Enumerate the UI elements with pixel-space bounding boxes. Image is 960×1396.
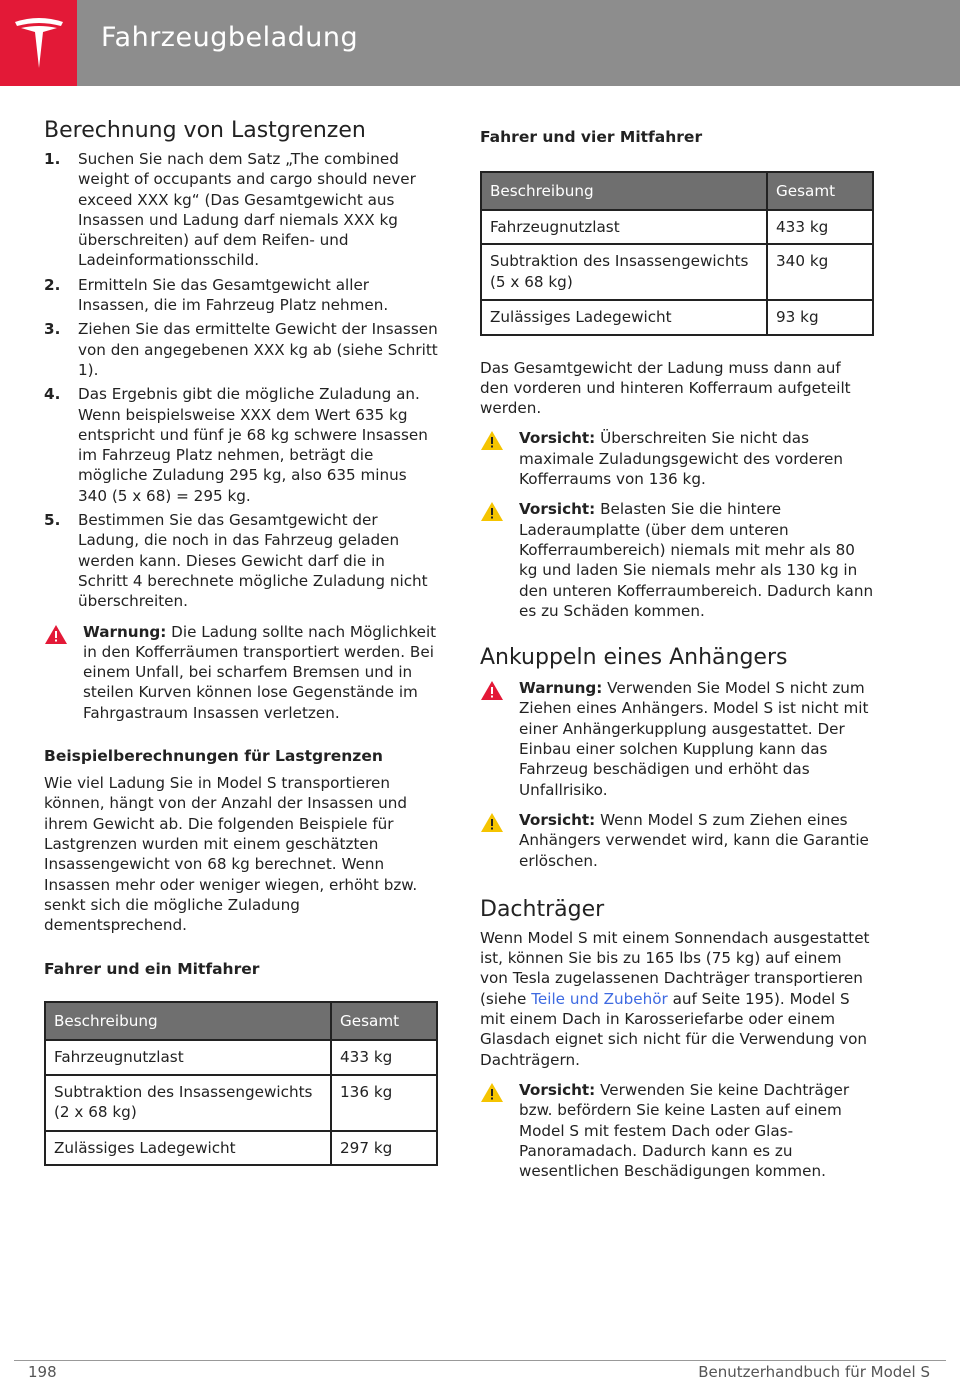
load-table-driver-one-passenger	[44, 1001, 438, 1166]
caution-triangle-icon	[480, 501, 504, 522]
manual-title: Benutzerhandbuch für Model S	[698, 1363, 930, 1381]
column-header-description: Beschreibung	[481, 172, 767, 210]
table-row: Subtraktion des Insassengewichts (2 x 68 kg) 136 kg	[45, 1075, 437, 1131]
after-table-text: Das Gesamtgewicht der Ladung muss dann auf den vorderen und hinteren Kofferraum aufgeteilt werden.	[480, 358, 851, 418]
footer-divider	[14, 1360, 946, 1361]
parts-accessories-link[interactable]: Teile und Zubehör	[531, 989, 668, 1008]
column-header-description: Beschreibung	[45, 1002, 331, 1040]
steps-list	[44, 149, 438, 612]
table-row: Zulässiges Ladegewicht 93 kg	[481, 300, 873, 334]
list-item: 1. Suchen Sie nach dem Satz „The combined weight of occupants and cargo should never exceed XXX kg“ (Das Gesamtgewicht aus Insassen und Ladung darf niemals XXX kg überschreiten) auf dem Reifen- und Ladeinformationsschild.	[44, 150, 416, 270]
tesla-logo	[0, 0, 77, 86]
left-column	[44, 118, 438, 1166]
page-title: Fahrzeugbeladung	[101, 22, 359, 53]
page-number: 198	[28, 1363, 57, 1381]
warning-notice: Warnung: Die Ladung sollte nach Möglichkeit in den Kofferräumen transportiert werden. Bei einem Unfall, bei scharfem Bremsen und in steilen Kurven können lose Gegenstände im Fahrgastraum Insassen verletzen.	[44, 622, 438, 723]
caution-notice: Vorsicht: Wenn Model S zum Ziehen eines Anhängers verwendet wird, kann die Garantie erlöschen.	[480, 810, 874, 871]
caution-triangle-icon	[480, 430, 504, 451]
table1-heading: Fahrer und ein Mitfahrer	[44, 960, 260, 979]
warning-notice: Warnung: Verwenden Sie Model S nicht zum Ziehen eines Anhängers. Model S ist nicht mit einer Anhängerkupplung ausgestattet. Der Einbau einer solchen Kupplung kann das Fahrzeug beschädigen und erhöht das Unfallrisiko.	[480, 678, 874, 800]
section-heading-roof-rack: Dachträger	[480, 896, 605, 922]
section-heading-trailer: Ankuppeln eines Anhängers	[480, 645, 788, 671]
caution-triangle-icon	[480, 1082, 504, 1103]
warning-triangle-icon	[44, 624, 68, 645]
caution-notice: Vorsicht: Belasten Sie die hintere Laderaumplatte (über dem unteren Kofferraumbereich) niemals mit mehr als 80 kg und laden Sie niemals mehr als 130 kg in den unteren Kofferraumbereich. Dadurch kann es zu Schäden kommen.	[480, 499, 874, 621]
list-item: 3. Ziehen Sie das ermittelte Gewicht der Insassen von den angegebenen XXX kg ab (siehe Schritt 1).	[44, 320, 438, 379]
warning-triangle-icon	[480, 680, 504, 701]
table-header-row	[481, 172, 873, 210]
roof-text: Wenn Model S mit einem Sonnendach ausgestattet ist, können Sie bis zu 165 lbs (75 kg) auf einem von Tesla zugelassenen Dachträger transportieren (siehe Teile und Zubehör auf Seite 195). Model S mit einem Dach in Karosseriefarbe oder einem Glasdach eignet sich nicht für die Verwendung von Dachträgern.	[480, 928, 870, 1069]
table-row: Fahrzeugnutzlast 433 kg	[45, 1040, 437, 1074]
column-header-total: Gesamt	[767, 172, 873, 210]
table-header-row	[45, 1002, 437, 1040]
page-header	[0, 0, 960, 86]
examples-heading: Beispielberechnungen für Lastgrenzen	[44, 747, 383, 766]
right-column	[480, 128, 874, 1181]
load-table-driver-four-passengers	[480, 171, 874, 336]
list-item: 5. Bestimmen Sie das Gesamtgewicht der Ladung, die noch in das Fahrzeug geladen werden kann. Dieses Gewicht darf die in Schritt 4 berechnete mögliche Zuladung nicht überschreiten.	[44, 511, 428, 611]
caution-triangle-icon	[480, 812, 504, 833]
table-row: Subtraktion des Insassengewichts (5 x 68 kg) 340 kg	[481, 244, 873, 300]
table-row: Zulässiges Ladegewicht 297 kg	[45, 1131, 437, 1165]
tesla-logo-icon	[13, 16, 65, 70]
caution-notice: Vorsicht: Verwenden Sie keine Dachträger bzw. befördern Sie keine Lasten auf einem Model S mit festem Dach oder Glas-Panoramadach. Dadurch kann es zu wesentlichen Beschädigungen kommen.	[480, 1080, 874, 1181]
table-row: Fahrzeugnutzlast 433 kg	[481, 210, 873, 244]
caution-notice: Vorsicht: Überschreiten Sie nicht das maximale Zuladungsgewicht des vorderen Kofferraums von 136 kg.	[480, 428, 874, 489]
examples-text: Wie viel Ladung Sie in Model S transportieren können, hängt von der Anzahl der Insassen und ihrem Gewicht ab. Die folgenden Beispiele für Lastgrenzen wurden mit einem geschätzten Insassengewicht von 68 kg berechnet. Wenn Insassen mehr oder weniger wiegen, erhöht bzw. senkt sich die mögliche Zuladung dementsprechend.	[44, 774, 418, 935]
list-item: 4. Das Ergebnis gibt die mögliche Zuladung an. Wenn beispielsweise XXX dem Wert 635 kg entspricht und fünf je 68 kg schwere Insassen im Fahrzeug Platz nehmen, beträgt die mögliche Zuladung 295 kg, also 635 minus 340 (5 x 68) = 295 kg.	[44, 385, 428, 505]
list-item: 2. Ermitteln Sie das Gesamtgewicht aller Insassen, die im Fahrzeug Platz nehmen.	[44, 275, 389, 315]
table2-heading: Fahrer und vier Mitfahrer	[480, 128, 703, 146]
section-heading-load-limits: Berechnung von Lastgrenzen	[44, 118, 366, 143]
column-header-total: Gesamt	[331, 1002, 437, 1040]
